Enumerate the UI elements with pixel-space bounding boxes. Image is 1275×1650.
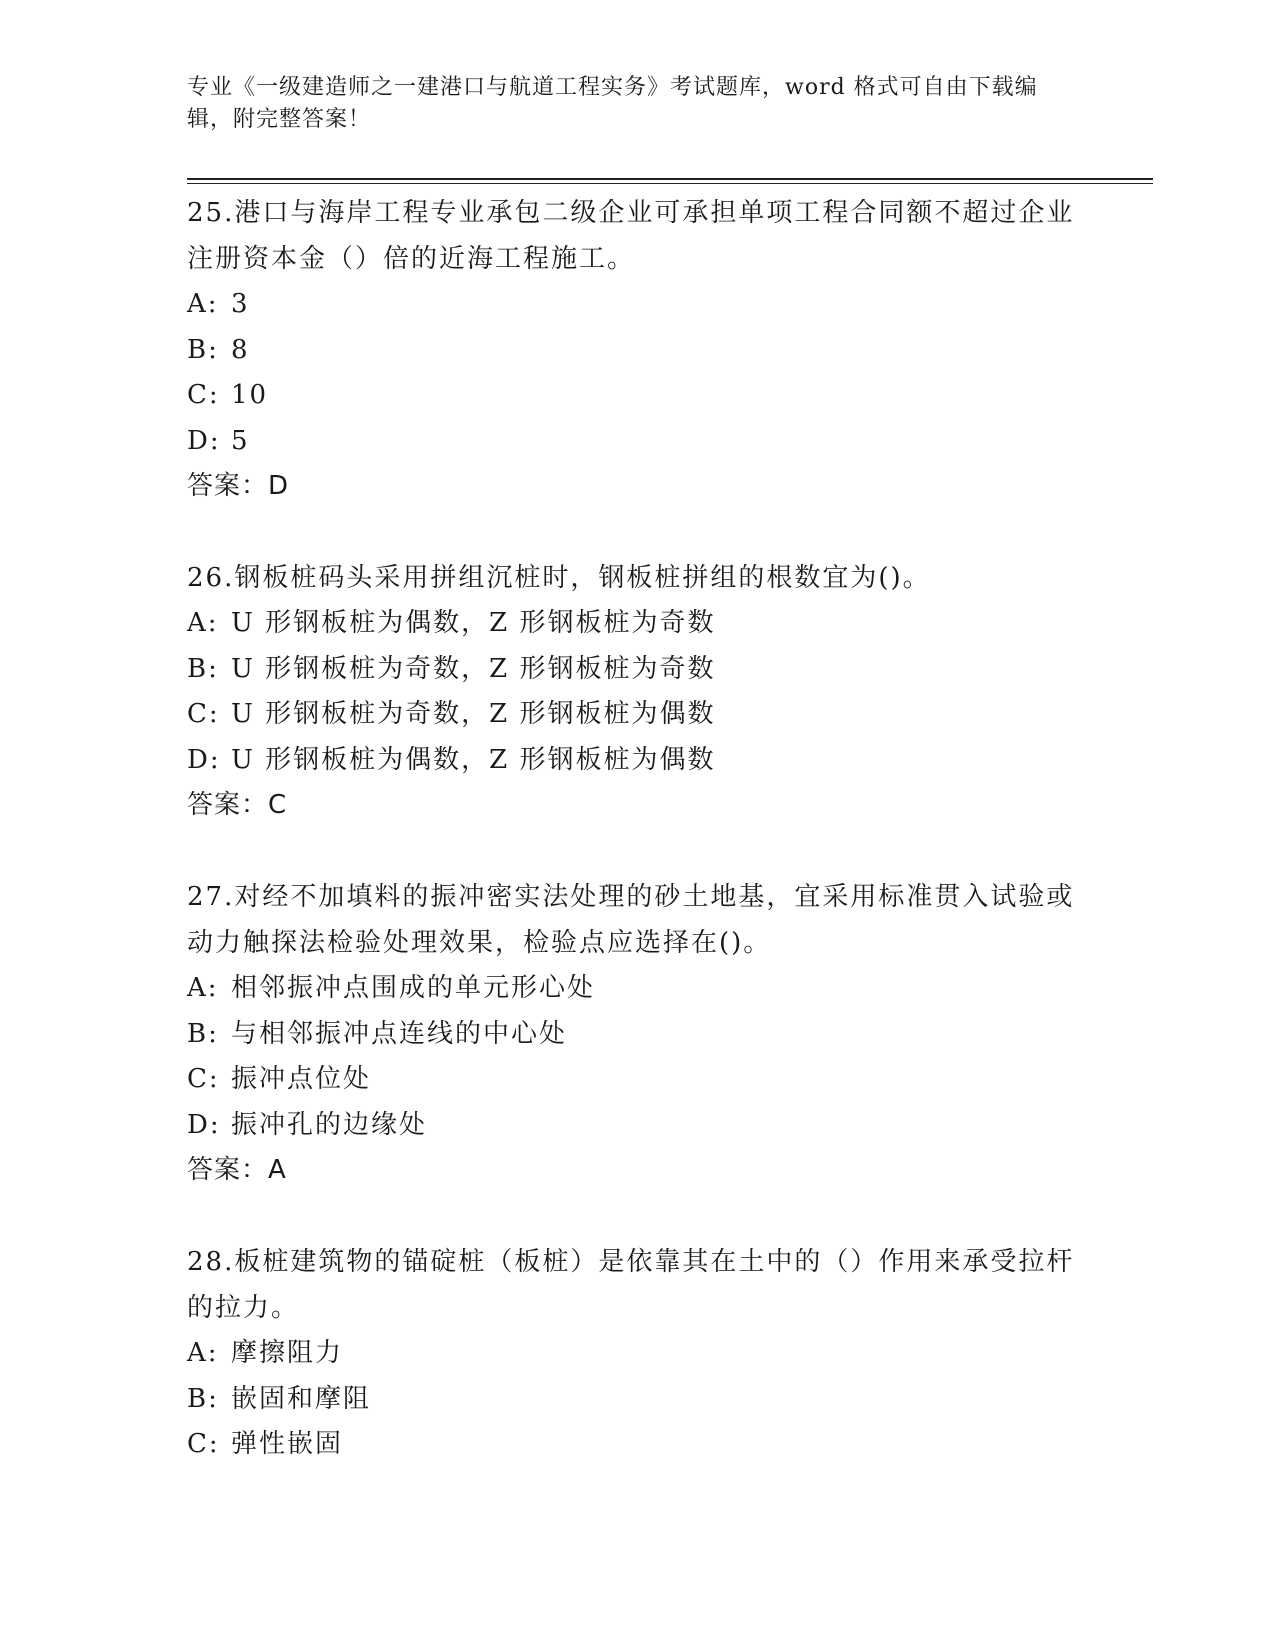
option-text: 弹性嵌固 bbox=[231, 1429, 344, 1459]
question-stem: 27.对经不加填料的振冲密实法处理的砂土地基，宜采用标准贯入试验或动力触探法检验处理效果，检验点应选择在()。 bbox=[187, 882, 1075, 958]
option-key: C: bbox=[187, 699, 220, 729]
option-b bbox=[187, 328, 1087, 374]
question-stem: 26.钢板桩码头采用拼组沉桩时，钢板桩拼组的根数宜为()。 bbox=[187, 563, 931, 593]
option-key: A: bbox=[187, 973, 219, 1003]
option-text: U 形钢板桩为偶数，Z 形钢板桩为偶数 bbox=[231, 744, 716, 775]
option-text: U 形钢板桩为奇数，Z 形钢板桩为奇数 bbox=[231, 653, 716, 684]
option-text: 相邻振冲点围成的单元形心处 bbox=[231, 973, 596, 1003]
option-a bbox=[187, 601, 1087, 647]
option-key: C: bbox=[187, 380, 220, 410]
option-d bbox=[187, 738, 1087, 784]
option-text: 8 bbox=[231, 334, 250, 365]
option-key: B: bbox=[187, 1018, 219, 1049]
option-text: 振冲孔的边缘处 bbox=[231, 1109, 428, 1140]
question-27 bbox=[187, 874, 1087, 1193]
option-key: A: bbox=[187, 289, 219, 319]
option-text: 振冲点位处 bbox=[231, 1064, 372, 1094]
option-key: B: bbox=[187, 1383, 219, 1414]
option-a bbox=[187, 1331, 1087, 1377]
option-a bbox=[187, 282, 1087, 328]
option-d bbox=[187, 419, 1087, 465]
answer-line: 答案：D bbox=[187, 471, 290, 501]
option-c bbox=[187, 1057, 1087, 1103]
option-key: C: bbox=[187, 1064, 220, 1094]
question-list bbox=[187, 190, 1087, 1514]
option-text: 嵌固和摩阻 bbox=[231, 1383, 372, 1414]
question-25 bbox=[187, 190, 1087, 509]
option-text: U 形钢板桩为奇数，Z 形钢板桩为偶数 bbox=[231, 699, 716, 729]
option-key: D: bbox=[187, 744, 221, 775]
option-c bbox=[187, 373, 1087, 419]
option-key: A: bbox=[187, 1338, 219, 1368]
option-text: 10 bbox=[231, 380, 269, 410]
header-divider-thick bbox=[187, 178, 1153, 180]
option-key: A: bbox=[187, 608, 219, 638]
option-text: 与相邻振冲点连线的中心处 bbox=[231, 1018, 568, 1049]
header-divider-thin bbox=[187, 183, 1153, 184]
option-key: B: bbox=[187, 653, 219, 684]
question-stem: 25.港口与海岸工程专业承包二级企业可承担单项工程合同额不超过企业注册资本金（）倍的近海工程施工。 bbox=[187, 198, 1075, 274]
option-key: C: bbox=[187, 1429, 220, 1459]
option-key: D: bbox=[187, 425, 221, 456]
option-a bbox=[187, 966, 1087, 1012]
answer-line: 答案：C bbox=[187, 790, 288, 820]
option-text: 摩擦阻力 bbox=[231, 1338, 344, 1368]
option-b bbox=[187, 1012, 1087, 1058]
document-header-note: 专业《一级建造师之一建港口与航道工程实务》考试题库，word 格式可自由下载编辑，附完整答案！ bbox=[187, 75, 1038, 132]
option-d bbox=[187, 1103, 1087, 1149]
option-c bbox=[187, 1422, 1087, 1468]
option-key: B: bbox=[187, 334, 219, 365]
option-text: 5 bbox=[231, 425, 250, 456]
option-b bbox=[187, 1377, 1087, 1423]
option-key: D: bbox=[187, 1109, 221, 1140]
option-b bbox=[187, 647, 1087, 693]
option-c bbox=[187, 692, 1087, 738]
option-text: U 形钢板桩为偶数，Z 形钢板桩为奇数 bbox=[231, 608, 716, 638]
question-26 bbox=[187, 555, 1087, 828]
question-28 bbox=[187, 1239, 1087, 1468]
question-stem: 28.板桩建筑物的锚碇桩（板桩）是依靠其在土中的（）作用来承受拉杆的拉力。 bbox=[187, 1247, 1075, 1323]
answer-line: 答案：A bbox=[187, 1155, 287, 1185]
option-text: 3 bbox=[231, 289, 250, 319]
